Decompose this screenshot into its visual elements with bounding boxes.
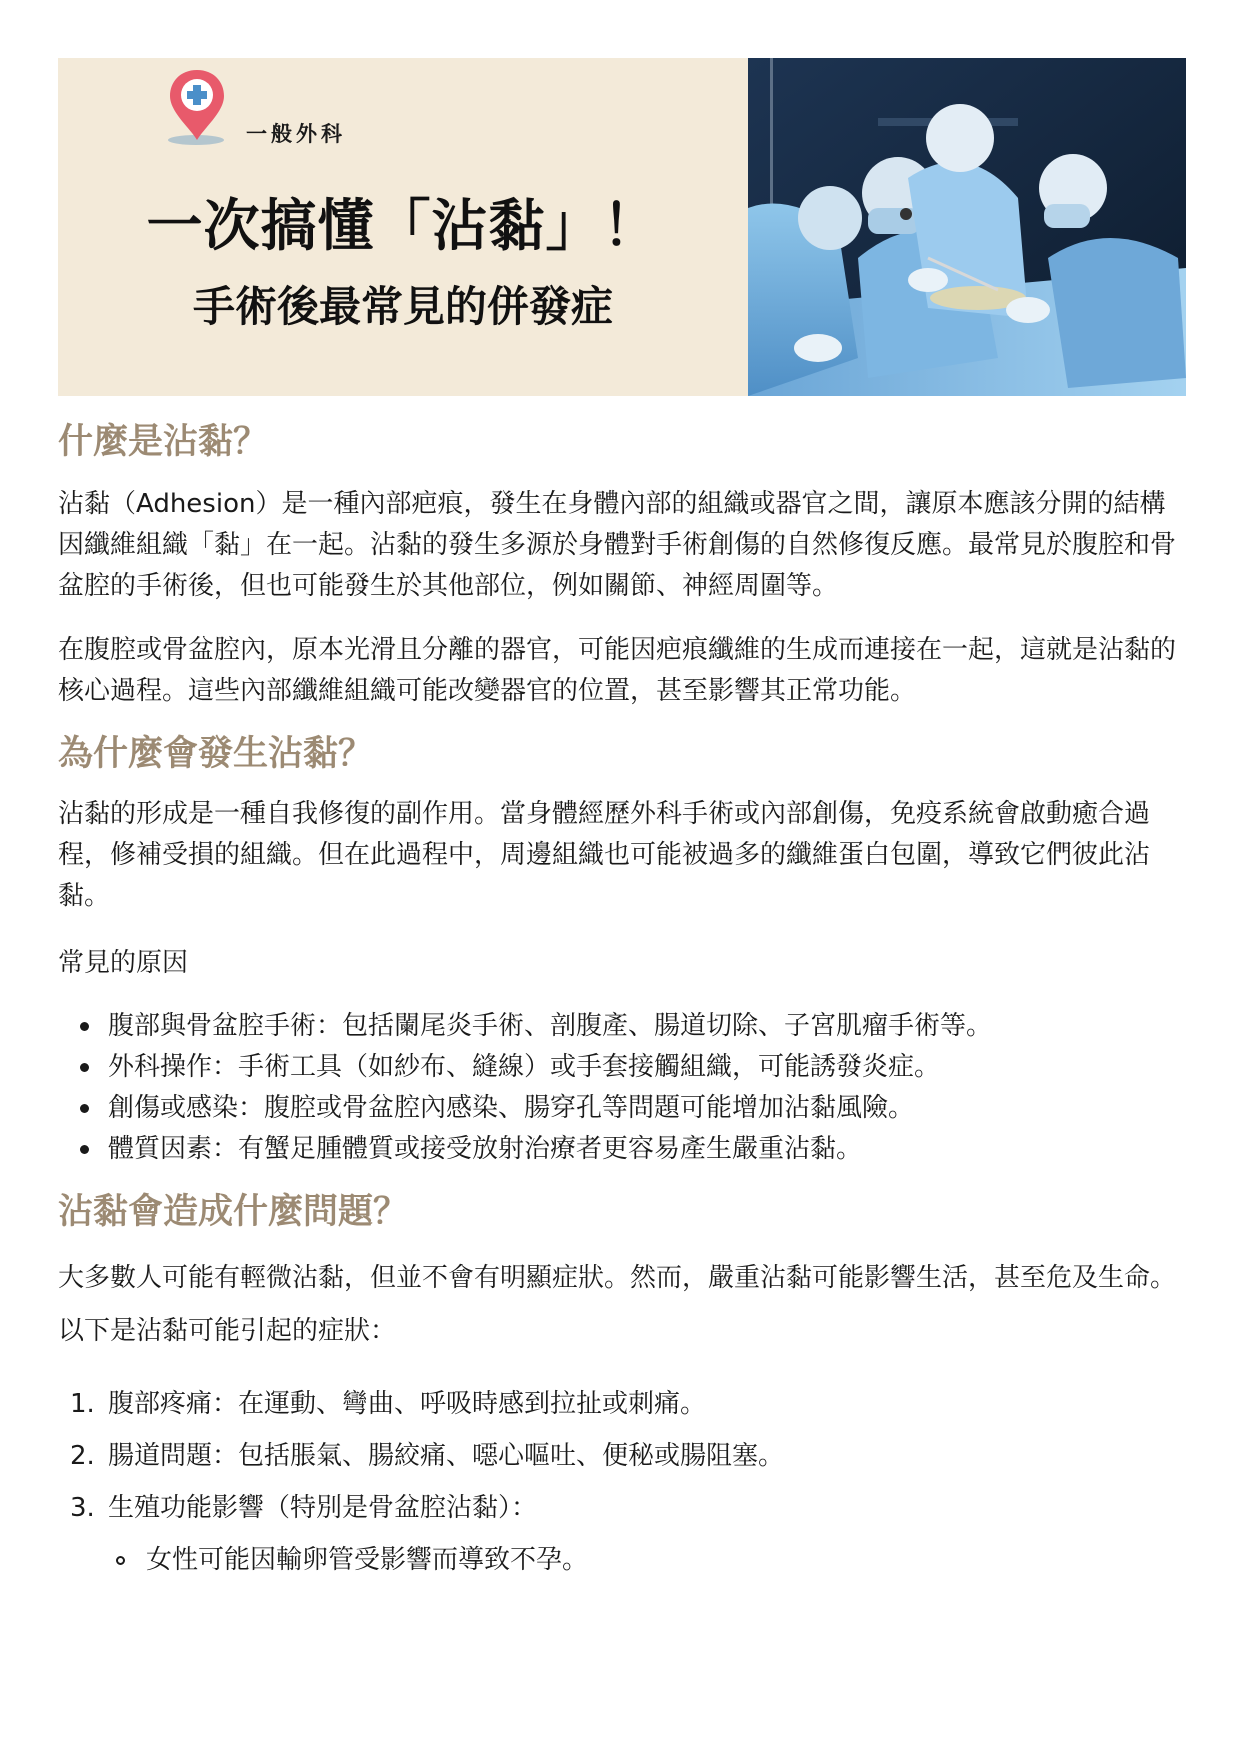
section-heading-what: 什麼是沾黏？ [58,422,269,462]
causes-label: 常見的原因 [58,948,189,978]
cause-text: 創傷或感染：腹腔或骨盆腔內感染、腸穿孔等問題可能增加沾黏風險。 [108,1093,915,1123]
hollow-bullet-icon [116,1556,125,1565]
bullet-icon [80,1145,89,1154]
list-item [58,1482,1178,1534]
subitem-text: 女性可能因輸卵管受影響而導致不孕。 [146,1545,589,1575]
bullet-icon [80,1104,89,1113]
cause-text: 外科操作：手術工具（如紗布、縫線）或手套接觸組織，可能誘發炎症。 [108,1052,941,1082]
list-item [58,1430,1178,1482]
list-number: 2. [70,1441,95,1471]
list-number: 3. [70,1493,95,1523]
list-item [58,1006,1178,1047]
symptom-text: 生殖功能影響（特別是骨盆腔沾黏）： [108,1493,538,1523]
section-heading-problems: 沾黏會造成什麼問題？ [58,1192,409,1232]
symptom-text: 腸道問題：包括脹氣、腸絞痛、噁心嘔吐、便秘或腸阻塞。 [108,1441,785,1471]
page-subtitle: 手術後最常見的併發症 [192,282,613,331]
list-item [58,1047,1178,1088]
article-content [58,418,1178,1586]
list-number: 1. [70,1389,95,1419]
bullet-icon [80,1063,89,1072]
section-heading-why: 為什麼會發生沾黏？ [58,734,374,774]
list-item [58,1378,1178,1430]
department-label: 一般外科 [246,122,346,146]
symptom-text: 腹部疼痛：在運動、彎曲、呼吸時感到拉扯或刺痛。 [108,1389,707,1419]
paragraph-definition: 沾黏（Adhesion）是一種內部疤痕，發生在身體內部的組織或器官之間，讓原本應該分開的結構因纖維組織「黏」在一起。沾黏的發生多源於身體對手術創傷的自然修復反應。最常見於腹腔和骨盆腔的手術後，但也可能發生於其他部位，例如關節、神經周圍等。 [58,489,1177,601]
list-item [58,1129,1178,1170]
header-banner [58,58,1186,396]
medical-pin-icon [166,66,228,148]
sub-list-item [58,1534,1178,1586]
causes-list [58,1006,1178,1170]
paragraph-process: 在腹腔或骨盆腔內，原本光滑且分離的器官，可能因疤痕纖維的生成而連接在一起，這就是沾黏的核心過程。這些內部纖維組織可能改變器官的位置，甚至影響其正常功能。 [58,635,1177,706]
cause-text: 腹部與骨盆腔手術：包括闌尾炎手術、剖腹產、腸道切除、子宮肌瘤手術等。 [108,1011,993,1041]
cause-text: 體質因素：有蟹足腫體質或接受放射治療者更容易產生嚴重沾黏。 [108,1134,863,1164]
page-title: 一次搞懂「沾黏」！ [146,194,660,259]
paragraph-cause-explanation: 沾黏的形成是一種自我修復的副作用。當身體經歷外科手術或內部創傷，免疫系統會啟動癒合過程，修補受損的組織。但在此過程中，周邊組織也可能被過多的纖維蛋白包圍，導致它們彼此沾黏。 [58,799,1151,911]
bullet-icon [80,1022,89,1031]
paragraph-symptoms-intro: 大多數人可能有輕微沾黏，但並不會有明顯症狀。然而，嚴重沾黏可能影響生活，甚至危及生命。以下是沾黏可能引起的症狀： [58,1263,1177,1346]
surgery-photo [748,58,1186,396]
symptoms-list [58,1378,1178,1534]
banner-text-panel [58,58,748,396]
list-item [58,1088,1178,1129]
